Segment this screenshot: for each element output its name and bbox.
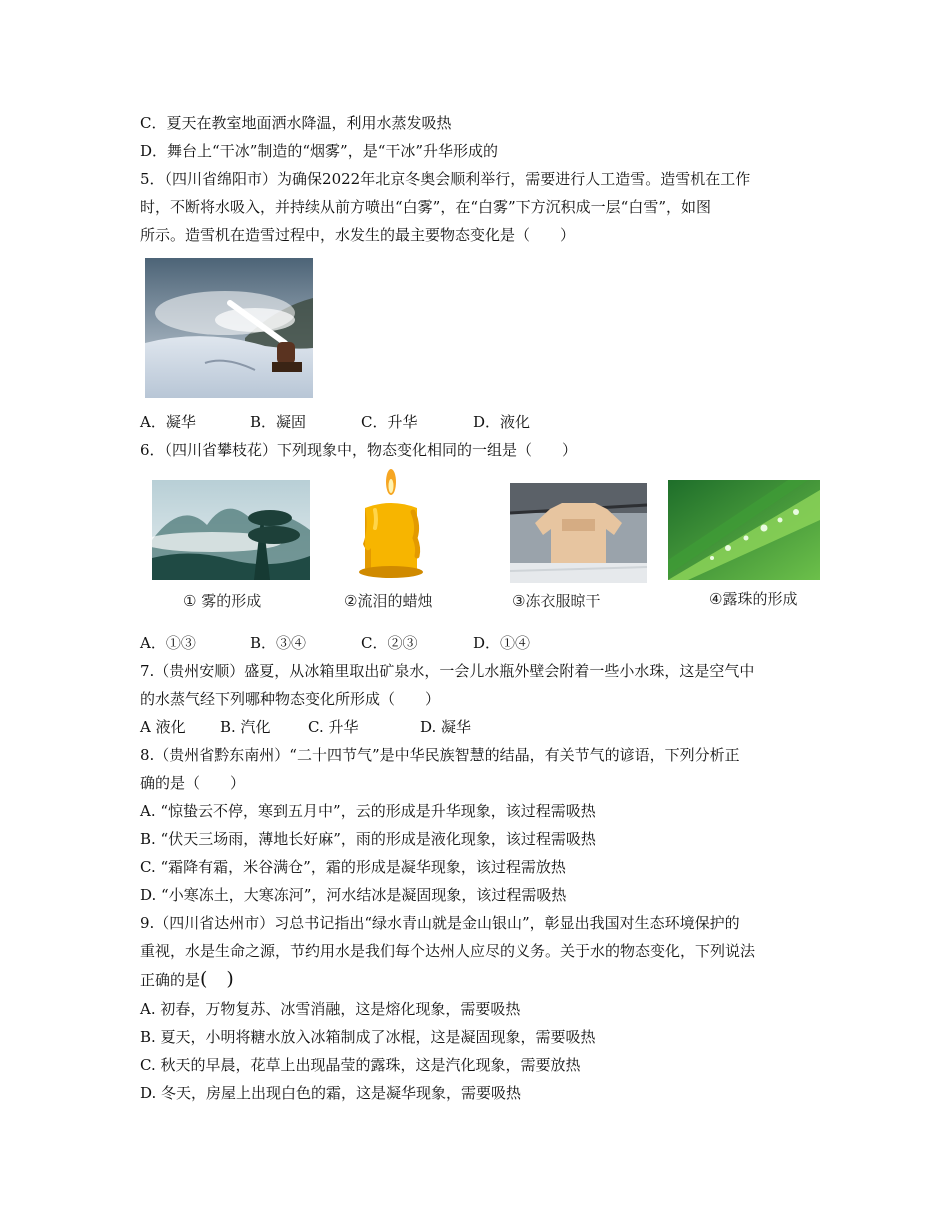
q4-option-d: D．舞台上“干冰”制造的“烟雾”，是“干冰”升华形成的 — [140, 142, 499, 160]
q8-option-a: A. “惊蛰云不停，寒到五月中”，云的形成是升华现象，该过程需吸热 — [140, 802, 596, 820]
q6-option-b: B．③④ — [250, 634, 307, 652]
q8-option-b: B. “伏天三场雨，薄地长好麻”，雨的形成是液化现象，该过程需吸热 — [140, 830, 596, 848]
q5-stem-line1: 5．（四川省绵阳市）为确保2022年北京冬奥会顺利举行，需要进行人工造雪。造雪机在工作 — [140, 170, 751, 188]
q6-caption-1: ① 雾的形成 — [183, 592, 262, 610]
frozen-sweater-photo — [510, 483, 647, 583]
q9-stem-line3 — [140, 969, 234, 990]
q7-stem-line2: 的水蒸气经下列哪种物态变化所形成（ ） — [140, 690, 441, 708]
q5-stem-line3: 所示。造雪机在造雪过程中，水发生的最主要物态变化是（ ） — [140, 226, 576, 244]
q7-option-b: B. 汽化 — [220, 718, 271, 736]
candle-photo — [345, 468, 435, 580]
q9-stem-line1: 9.（四川省达州市）习总书记指出“绿水青山就是金山银山”，彰显出我国对生态环境保护的 — [140, 914, 740, 932]
fog-mountain-photo — [152, 480, 310, 580]
q9-stem-line2: 重视，水是生命之源，节约用水是我们每个达州人应尽的义务。关于水的物态变化，下列说法 — [140, 942, 756, 960]
q9-answer-paren: ( ) — [200, 968, 234, 990]
q6-option-a: A．①③ — [140, 634, 196, 652]
q9-option-d: D. 冬天，房屋上出现白色的霜，这是凝华现象，需要吸热 — [140, 1084, 522, 1102]
q8-stem-line2: 确的是（ ） — [140, 774, 246, 792]
q9-stem-line3-text: 正确的是 — [140, 971, 201, 989]
q9-option-c: C. 秋天的早晨，花草上出现晶莹的露珠，这是汽化现象，需要放热 — [140, 1056, 581, 1074]
q9-option-b: B. 夏天，小明将糖水放入冰箱制成了冰棍，这是凝固现象，需要吸热 — [140, 1028, 596, 1046]
q5-option-c: C．升华 — [361, 413, 418, 431]
q6-caption-3: ③冻衣服晾干 — [512, 592, 601, 610]
q7-option-c: C. 升华 — [308, 718, 359, 736]
q8-option-c: C. “霜降有霜，米谷满仓”，霜的形成是凝华现象，该过程需放热 — [140, 858, 566, 876]
q8-option-d: D. “小寒冻土，大寒冻河”，河水结冰是凝固现象，该过程需吸热 — [140, 886, 567, 904]
q6-option-c: C．②③ — [361, 634, 418, 652]
q8-stem-line1: 8.（贵州省黔东南州）“二十四节气”是中华民族智慧的结晶，有关节气的谚语，下列分析正 — [140, 746, 740, 764]
q9-option-a: A. 初春，万物复苏、冰雪消融，这是熔化现象，需要吸热 — [140, 1000, 521, 1018]
q7-stem-line1: 7.（贵州安顺）盛夏，从冰箱里取出矿泉水，一会儿水瓶外壁会附着一些小水珠，这是空气中 — [140, 662, 755, 680]
q5-stem-line2: 时，不断将水吸入，并持续从前方喷出“白雾”，在“白雾”下方沉积成一层“白雪”，如图 — [140, 198, 712, 216]
q5-option-b: B．凝固 — [250, 413, 307, 431]
q6-caption-2: ②流泪的蜡烛 — [344, 592, 433, 610]
snow-machine-photo — [145, 258, 313, 398]
dew-leaf-photo — [668, 480, 820, 580]
q5-option-d: D．液化 — [473, 413, 531, 431]
q6-option-d: D．①④ — [473, 634, 531, 652]
q7-option-d: D. 凝华 — [420, 718, 472, 736]
q6-caption-4: ④露珠的形成 — [709, 590, 798, 608]
q5-option-a: A．凝华 — [140, 413, 196, 431]
q6-stem: 6．（四川省攀枝花）下列现象中，物态变化相同的一组是（ ） — [140, 441, 578, 459]
q4-option-c: C．夏天在教室地面洒水降温，利用水蒸发吸热 — [140, 114, 452, 132]
q7-option-a: A 液化 — [140, 718, 186, 736]
